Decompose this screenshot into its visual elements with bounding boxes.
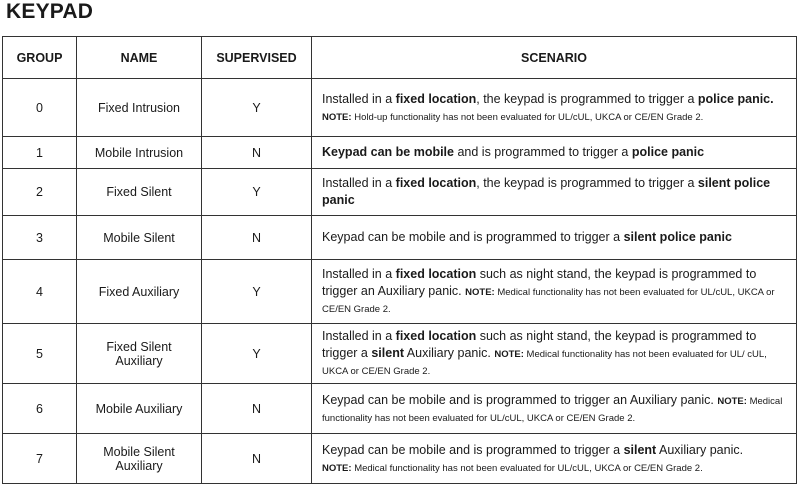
- page-title: KEYPAD: [6, 0, 94, 23]
- scenario-emphasis: fixed location: [395, 329, 477, 343]
- note-label: NOTE:: [322, 111, 352, 123]
- scenario-emphasis: police panic: [631, 145, 705, 159]
- scenario-note: [322, 463, 703, 474]
- cell-group: 0: [3, 79, 77, 137]
- header-group: GROUP: [3, 37, 77, 79]
- cell-supervised: Y: [202, 324, 312, 384]
- scenario-text: Auxiliary panic.: [404, 346, 491, 360]
- cell-name: Mobile Intrusion: [77, 137, 202, 169]
- note-label: NOTE:: [322, 462, 352, 474]
- scenario-text: Installed in a: [322, 267, 396, 281]
- cell-scenario: [312, 216, 797, 260]
- scenario-text: Installed in a: [322, 329, 396, 343]
- cell-supervised: N: [202, 434, 312, 484]
- cell-scenario: [312, 384, 797, 434]
- table-row: [3, 434, 797, 484]
- note-text: Hold-up functionality has not been evaluated for UL/cUL, UKCA or CE/EN Grade 2.: [351, 111, 704, 123]
- header-scenario: SCENARIO: [312, 37, 797, 79]
- scenario-emphasis: silent police panic: [322, 176, 771, 207]
- scenario-text: Auxiliary panic.: [656, 442, 744, 457]
- cell-scenario: [312, 79, 797, 137]
- table-row: [3, 216, 797, 260]
- scenario-text: Keypad can be mobile and is programmed to trigger a: [322, 442, 624, 457]
- scenario-text: Installed in a: [322, 91, 396, 106]
- cell-name: Fixed Silent Auxiliary: [77, 324, 202, 384]
- scenario-emphasis: fixed location: [395, 267, 477, 281]
- note-text: Medical functionality has not been evaluated for UL/ cUL, UKCA or CE/EN Grade 2.: [322, 349, 767, 377]
- scenario-text: and is programmed to trigger a: [453, 145, 632, 159]
- cell-supervised: Y: [202, 260, 312, 324]
- cell-supervised: N: [202, 384, 312, 434]
- cell-scenario: [312, 434, 797, 484]
- cell-name: Fixed Intrusion: [77, 79, 202, 137]
- table-row: [3, 384, 797, 434]
- note-text: Medical functionality has not been evaluated for UL/cUL, UKCA or CE/EN Grade 2.: [322, 287, 775, 315]
- cell-name: Mobile Silent Auxiliary: [77, 434, 202, 484]
- cell-group: 3: [3, 216, 77, 260]
- header-supervised: SUPERVISED: [202, 37, 312, 79]
- scenario-text: Installed in a: [322, 176, 396, 190]
- scenario-emphasis: Keypad can be mobile: [322, 145, 454, 159]
- scenario-emphasis: silent: [623, 442, 657, 457]
- note-label: NOTE:: [465, 287, 495, 298]
- scenario-text: , the keypad is programmed to trigger a: [476, 176, 698, 190]
- scenario-text: Keypad can be mobile and is programmed to trigger an Auxiliary panic.: [322, 392, 714, 407]
- cell-group: 7: [3, 434, 77, 484]
- table-row: [3, 324, 797, 384]
- note-label: NOTE:: [717, 395, 747, 407]
- scenario-emphasis: fixed location: [395, 91, 477, 106]
- cell-name: Fixed Silent: [77, 169, 202, 216]
- table-row: [3, 260, 797, 324]
- cell-supervised: N: [202, 137, 312, 169]
- scenario-emphasis: fixed location: [395, 176, 477, 190]
- scenario-emphasis: silent police panic: [623, 230, 732, 244]
- cell-group: 5: [3, 324, 77, 384]
- table-row: [3, 137, 797, 169]
- scenario-text: , the keypad is programmed to trigger a: [476, 91, 698, 106]
- note-text: Medical functionality has not been evaluated for UL/cUL, UKCA or CE/EN Grade 2.: [351, 462, 703, 474]
- cell-scenario: [312, 169, 797, 216]
- cell-supervised: Y: [202, 79, 312, 137]
- table-row: [3, 169, 797, 216]
- cell-group: 4: [3, 260, 77, 324]
- cell-group: 1: [3, 137, 77, 169]
- cell-supervised: Y: [202, 169, 312, 216]
- cell-scenario: [312, 137, 797, 169]
- table-row: [3, 79, 797, 137]
- keypad-table: [2, 36, 797, 484]
- table-header-row: [3, 37, 797, 79]
- cell-name: Mobile Auxiliary: [77, 384, 202, 434]
- cell-supervised: N: [202, 216, 312, 260]
- cell-group: 2: [3, 169, 77, 216]
- cell-name: Fixed Auxiliary: [77, 260, 202, 324]
- cell-name: Mobile Silent: [77, 216, 202, 260]
- scenario-emphasis: silent: [371, 346, 404, 360]
- cell-scenario: [312, 324, 797, 384]
- scenario-text: such as night stand, the keypad is programmed to trigger an Auxiliary panic.: [322, 267, 757, 298]
- cell-scenario: [312, 260, 797, 324]
- table-body: [3, 79, 797, 484]
- cell-group: 6: [3, 384, 77, 434]
- scenario-text: Keypad can be mobile and is programmed to trigger a: [322, 230, 624, 244]
- scenario-note: [322, 112, 703, 123]
- note-text: Medical functionality has not been evaluated for UL/cUL, UKCA or CE/EN Grade 2.: [322, 395, 783, 424]
- header-name: NAME: [77, 37, 202, 79]
- scenario-text: such as night stand, the keypad is programmed to trigger a: [322, 329, 757, 360]
- note-label: NOTE:: [494, 349, 524, 360]
- scenario-emphasis: police panic.: [697, 91, 774, 106]
